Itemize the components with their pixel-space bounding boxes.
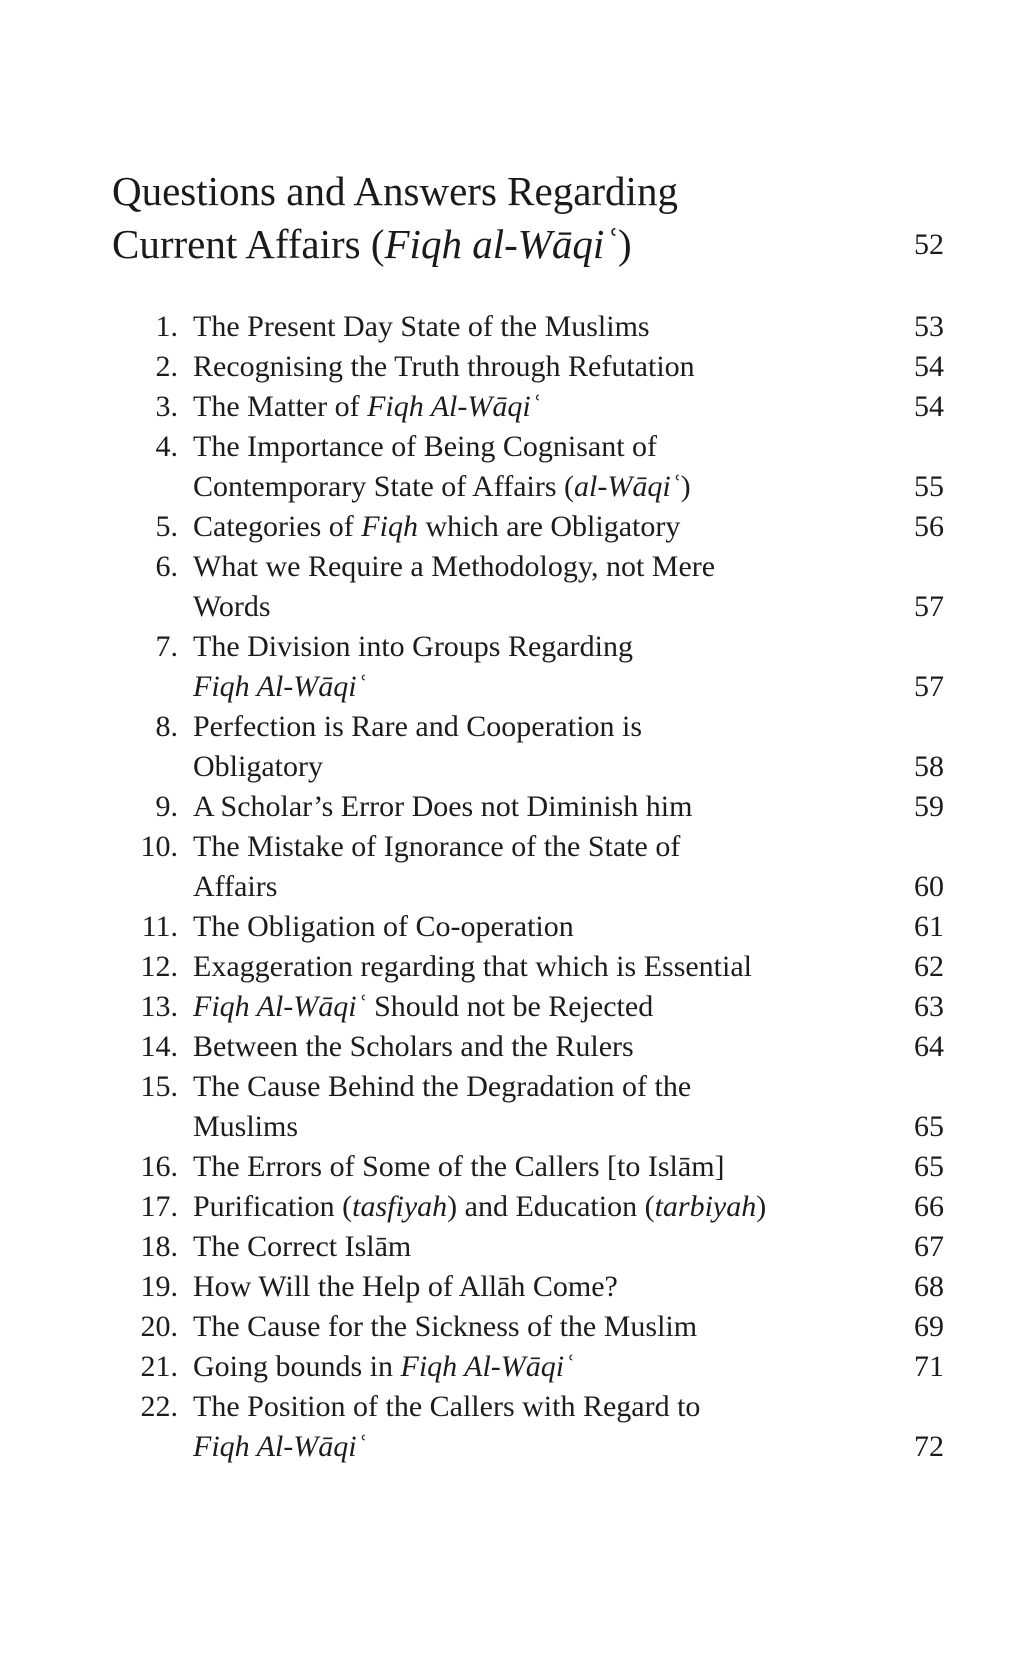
entry-page-number: 61 [914,910,944,943]
entry-title: How Will the Help of Allāh Come? [193,1270,618,1303]
entry-title-text: Going bounds in [193,1350,401,1383]
entry-title-italic: tasfiyah [352,1190,448,1223]
entry-number: 22. [140,1390,178,1423]
toc-entry-17 [128,1187,944,1227]
entry-number: 16. [140,1150,178,1183]
entry-number: 12. [140,950,178,983]
chapter-title-prefix: Current Affairs ( [112,221,385,267]
toc-entry-3 [128,387,944,427]
entry-title [193,987,884,1027]
entry-number: 13. [140,990,178,1023]
toc-entry-6 [128,547,944,627]
entry-page-number: 65 [914,1110,944,1143]
toc-entry-4 [128,427,944,507]
chapter-title-suffix: ) [617,221,632,267]
entry-title-text: Purification ( [193,1190,353,1223]
entry-title-italic: Fiqh Al-Wāqiʿ [400,1350,575,1383]
entry-number: 18. [140,1230,178,1263]
entry-title: What we Require a Methodology, not Mere [193,550,716,583]
entry-page-number: 68 [914,1270,944,1303]
entry-title-text: The Matter of [193,390,368,423]
chapter-title-line-1: Questions and Answers Regarding [112,168,678,214]
entry-title: The Importance of Being Cognisant of [193,430,658,463]
toc-entry-9 [128,787,944,827]
entry-title-continued [193,1427,884,1467]
entry-page-number: 53 [914,310,944,343]
entry-title-continued: Obligatory [193,750,323,783]
entry-title: The Division into Groups Regarding [193,630,633,663]
entry-title: The Cause Behind the Degradation of the [193,1070,692,1103]
entry-title [193,507,884,547]
entry-title-text: which are Obligatory [417,510,681,543]
entry-title-text: Categories of [193,510,362,543]
entry-number: 17. [140,1190,178,1223]
entry-page-number: 63 [914,990,944,1023]
entry-page-number: 60 [914,870,944,903]
entry-title [193,1347,884,1387]
entry-page-number: 54 [914,390,944,423]
entry-page-number: 57 [914,590,944,623]
entry-title [193,1187,884,1227]
toc-entry-7 [128,627,944,707]
entry-page-number: 57 [914,670,944,703]
entry-title-text: ) [680,470,691,503]
entry-title-italic: Fiqh Al-Wāqiʿ [193,670,367,703]
entry-title: The Correct Islām [193,1230,412,1263]
entry-number: 20. [140,1310,178,1343]
entry-title-continued: Words [193,590,271,623]
entry-title-italic: Fiqh Al-Wāqiʿ [193,990,367,1023]
entry-title: Exaggeration regarding that which is Essential [193,950,752,983]
entry-number: 15. [140,1070,178,1103]
chapter-page-number: 52 [914,228,944,261]
toc-entry-19 [128,1267,944,1307]
toc-entry-12 [128,947,944,987]
entry-number: 14. [140,1030,178,1063]
entry-title-text: ) and Education ( [447,1190,655,1223]
entry-number: 2. [155,350,178,383]
entry-number: 1. [155,310,178,343]
toc-entry-1 [128,307,944,347]
entry-title-italic: Fiqh Al-Wāqiʿ [193,1430,367,1463]
entry-number: 11. [141,910,178,943]
entry-number: 3. [155,390,178,423]
toc-entry-15 [128,1067,944,1147]
entry-title: Perfection is Rare and Cooperation is [193,710,643,743]
entry-title-continued [193,667,884,707]
entry-page-number: 66 [914,1190,944,1223]
entry-title: The Errors of Some of the Callers [to Islām] [193,1150,725,1183]
entry-page-number: 62 [914,950,944,983]
entry-title: The Obligation of Co-operation [193,910,574,943]
toc-entry-22 [128,1387,944,1467]
entry-title-italic: al-Wāqiʿ [574,470,681,503]
toc-entry-14 [128,1027,944,1067]
entry-title: Between the Scholars and the Rulers [193,1030,634,1063]
chapter-heading [112,165,944,271]
entry-page-number: 64 [914,1030,944,1063]
toc-entry-10 [128,827,944,907]
entry-page-number: 58 [914,750,944,783]
entry-title-text: Should not be Rejected [366,990,654,1023]
entry-title: The Mistake of Ignorance of the State of [193,830,681,863]
entry-number: 10. [140,830,178,863]
entry-page-number: 65 [914,1150,944,1183]
entry-number: 8. [155,710,178,743]
entry-title-text: ) [756,1190,767,1223]
toc-entry-2 [128,347,944,387]
chapter-title-line-2 [112,218,944,271]
toc-entry-16 [128,1147,944,1187]
entry-title: The Present Day State of the Muslims [193,310,650,343]
table-of-contents [128,307,944,1467]
entry-title: The Position of the Callers with Regard to [193,1390,701,1423]
entry-title: A Scholar’s Error Does not Diminish him [193,790,693,823]
toc-entry-13 [128,987,944,1027]
entry-number: 21. [140,1350,178,1383]
chapter-title-italic: Fiqh al-Wāqiʿ [384,221,618,267]
entry-number: 5. [155,510,178,543]
toc-entry-5 [128,507,944,547]
toc-entry-20 [128,1307,944,1347]
entry-page-number: 59 [914,790,944,823]
entry-number: 9. [155,790,178,823]
toc-entry-11 [128,907,944,947]
entry-title-continued: Affairs [193,870,278,903]
entry-page-number: 71 [914,1350,944,1383]
entry-page-number: 72 [914,1430,944,1463]
entry-title: Recognising the Truth through Refutation [193,350,695,383]
entry-page-number: 56 [914,510,944,543]
entry-page-number: 67 [914,1230,944,1263]
entry-title-italic: Fiqh [361,510,418,543]
entry-title-text: Contemporary State of Affairs ( [193,470,575,503]
entry-title [193,387,884,427]
entry-page-number: 69 [914,1310,944,1343]
entry-page-number: 54 [914,350,944,383]
entry-title-italic: Fiqh Al-Wāqiʿ [367,390,541,423]
entry-number: 7. [155,630,178,663]
toc-entry-8 [128,707,944,787]
toc-entry-21 [128,1347,944,1387]
entry-title-continued [193,467,884,507]
entry-title: The Cause for the Sickness of the Muslim [193,1310,698,1343]
entry-number: 19. [140,1270,178,1303]
toc-entry-18 [128,1227,944,1267]
entry-number: 6. [155,550,178,583]
entry-title-continued: Muslims [193,1110,299,1143]
entry-page-number: 55 [914,470,944,503]
entry-title-italic: tarbiyah [654,1190,757,1223]
entry-number: 4. [155,430,178,463]
